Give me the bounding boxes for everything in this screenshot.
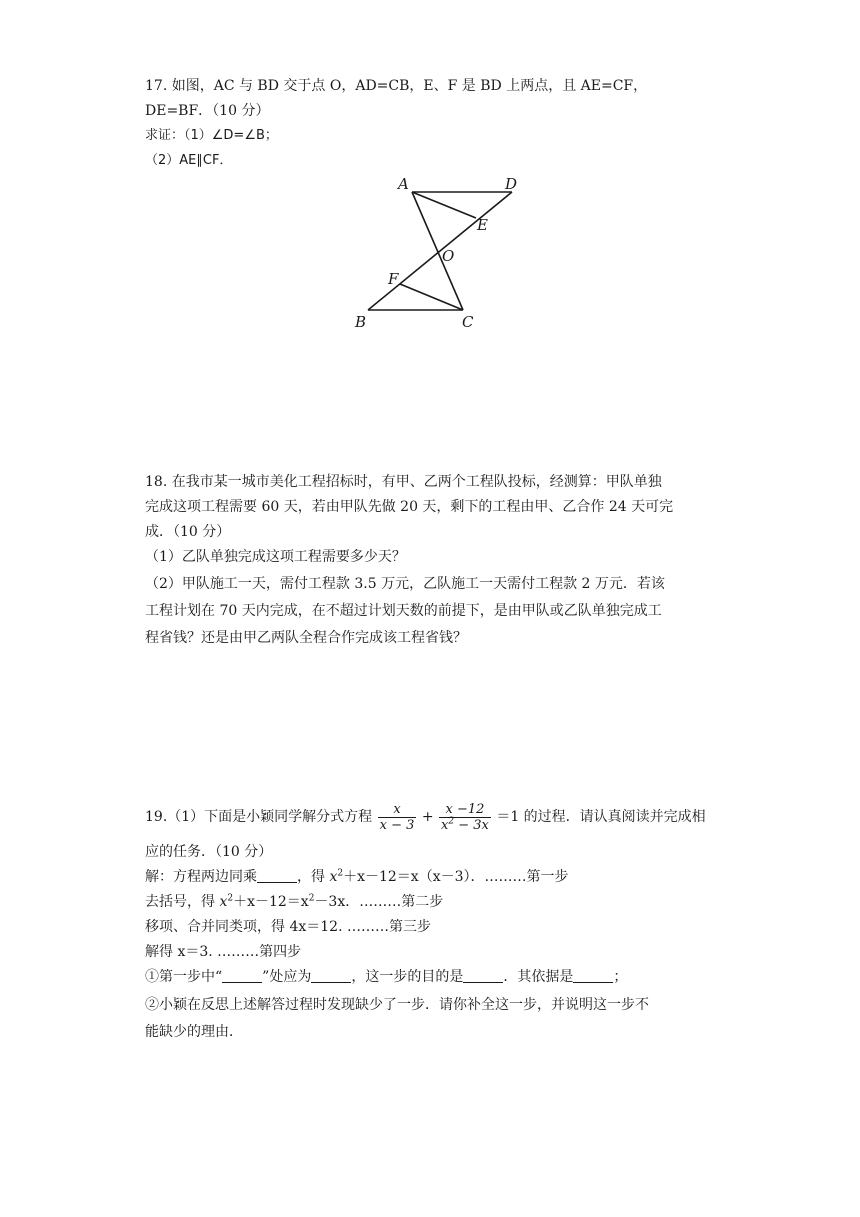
label-a: A [398,175,409,193]
label-o: O [442,247,455,265]
q19-step2: 去括号，得 $x^2+x-12=x^2-3x$．………第二步 [145,893,444,910]
q19-task2-b: 能缺少的理由． [145,1024,243,1040]
segment-bd [368,192,512,310]
q18-line1: 18. 在我市某一城市美化工程招标时，有甲、乙两个工程队投标，经测算：甲队单独 [145,474,662,490]
fraction-1-numerator: x [378,802,417,818]
fraction-1 [378,802,417,833]
fraction-1-denominator: x − 3 [379,817,415,833]
q19-task1: ①第一步中“ ”处应为 ，这一步的目的是 ．其依据是 ； [145,969,628,985]
q18-line5: （2）甲队施工一天，需付工程款 3.5 万元，乙队施工一天需付工程款 2 万元．若该 [145,576,665,592]
q19-intro [145,800,706,834]
q18-line2: 完成这项工程需要 60 天，若由甲队先做 20 天，剩下的工程由甲、乙合作 24 天可完 [145,499,674,515]
q18-line4: （1）乙队单独完成这项工程需要多少天？ [145,549,406,565]
q17-line4: （2）AE∥CF． [145,153,233,168]
label-c: C [462,313,474,331]
q18-line3: 成．（10 分） [145,524,231,540]
q18-line7: 程省钱？还是由甲乙两队全程合作完成该工程省钱？ [145,630,467,646]
fraction-2-numerator: x −12 [439,802,491,818]
q19-line2: 应的任务．（10 分） [145,844,273,860]
plus-sign: + [421,809,434,825]
label-e: E [477,216,488,234]
q19-intro-post: ＝1 的过程．请认真阅读并完成相 [496,809,706,825]
q18-line6: 工程计划在 70 天内完成，在不超过计划天数的前提下，是由甲队或乙队单独完成工 [145,603,662,619]
answer-blank[interactable] [311,968,351,983]
answer-blank[interactable] [222,968,262,983]
label-b: B [355,313,367,331]
q19-step1: 解：方程两边同乘 ，得 $x^2+x-12=x(x-3)$．………第一步 [145,868,569,885]
q19-step4: 解得 x＝3. ………第四步 [145,944,302,960]
q17-line3: 求证：（1）∠D=∠B； [145,128,278,143]
q19-task2-a: ②小颖在反思上述解答过程时发现缺少了一步．请你补全这一步，并说明这一步不 [145,997,649,1013]
q17-line1: 17. 如图，AC 与 BD 交于点 O，AD=CB，E、F 是 BD 上两点，且 AE=CF， [145,78,648,94]
fraction-2-denominator: $x^2 - 3x$ [441,816,489,833]
answer-blank[interactable] [257,868,297,883]
answer-blank[interactable] [463,968,503,983]
fraction-2 [439,802,491,833]
geometry-figure [350,170,530,335]
label-d: D [505,175,518,193]
q19-step3: 移项、合并同类项，得 4x＝12. ………第三步 [145,919,431,935]
q17-line2: DE=BF．（10 分） [145,103,270,119]
q19-intro-pre: 19.（1）下面是小颖同学解分式方程 [145,809,373,825]
answer-blank[interactable] [573,968,613,983]
label-f: F [388,270,399,288]
